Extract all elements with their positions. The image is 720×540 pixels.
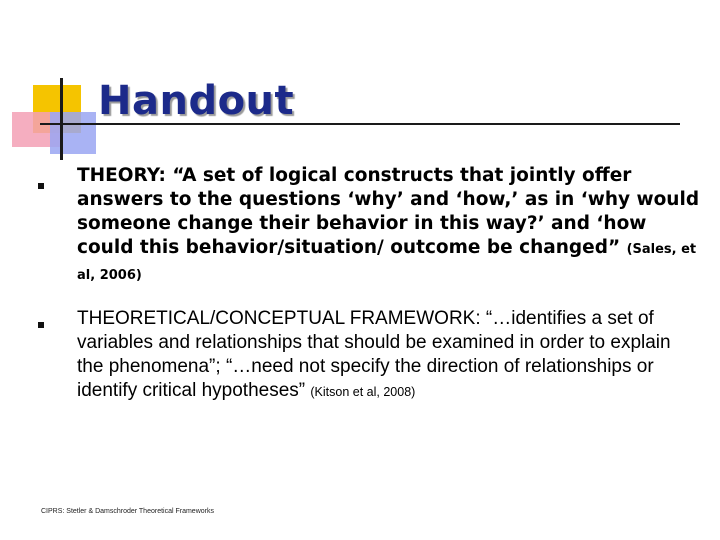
- blue-square-decoration: [50, 112, 96, 154]
- bullet-framework-citation: (Kitson et al, 2008): [310, 385, 416, 399]
- slide-title: Handout: [98, 78, 295, 124]
- bullet-theory: [77, 164, 702, 288]
- bullet-framework-text: THEORETICAL/CONCEPTUAL FRAMEWORK: “…identifies a set of variables and relationships that should be examined in order to explain the phenomena”; “…need not specify the direction of relationships or identify critical hypotheses”: [77, 308, 671, 401]
- bullet-theory-citation: (Sales, et al, 2006): [77, 242, 697, 283]
- bullet-theory-text: THEORY: “A set of logical constructs that jointly offer answers to the questions ‘why’ and ‘how,’ as in ‘why would someone change their behavior in this way?’ and ‘how could this behavior/situation/ outcome be changed”: [77, 165, 700, 258]
- bullet-marker-icon: [38, 322, 44, 328]
- vertical-rule: [60, 78, 63, 160]
- bullet-framework: [77, 307, 702, 404]
- bullet-marker-icon: [38, 183, 44, 189]
- slide-footer: CIPRS: Stetler & Damschroder Theoretical Frameworks: [41, 508, 214, 515]
